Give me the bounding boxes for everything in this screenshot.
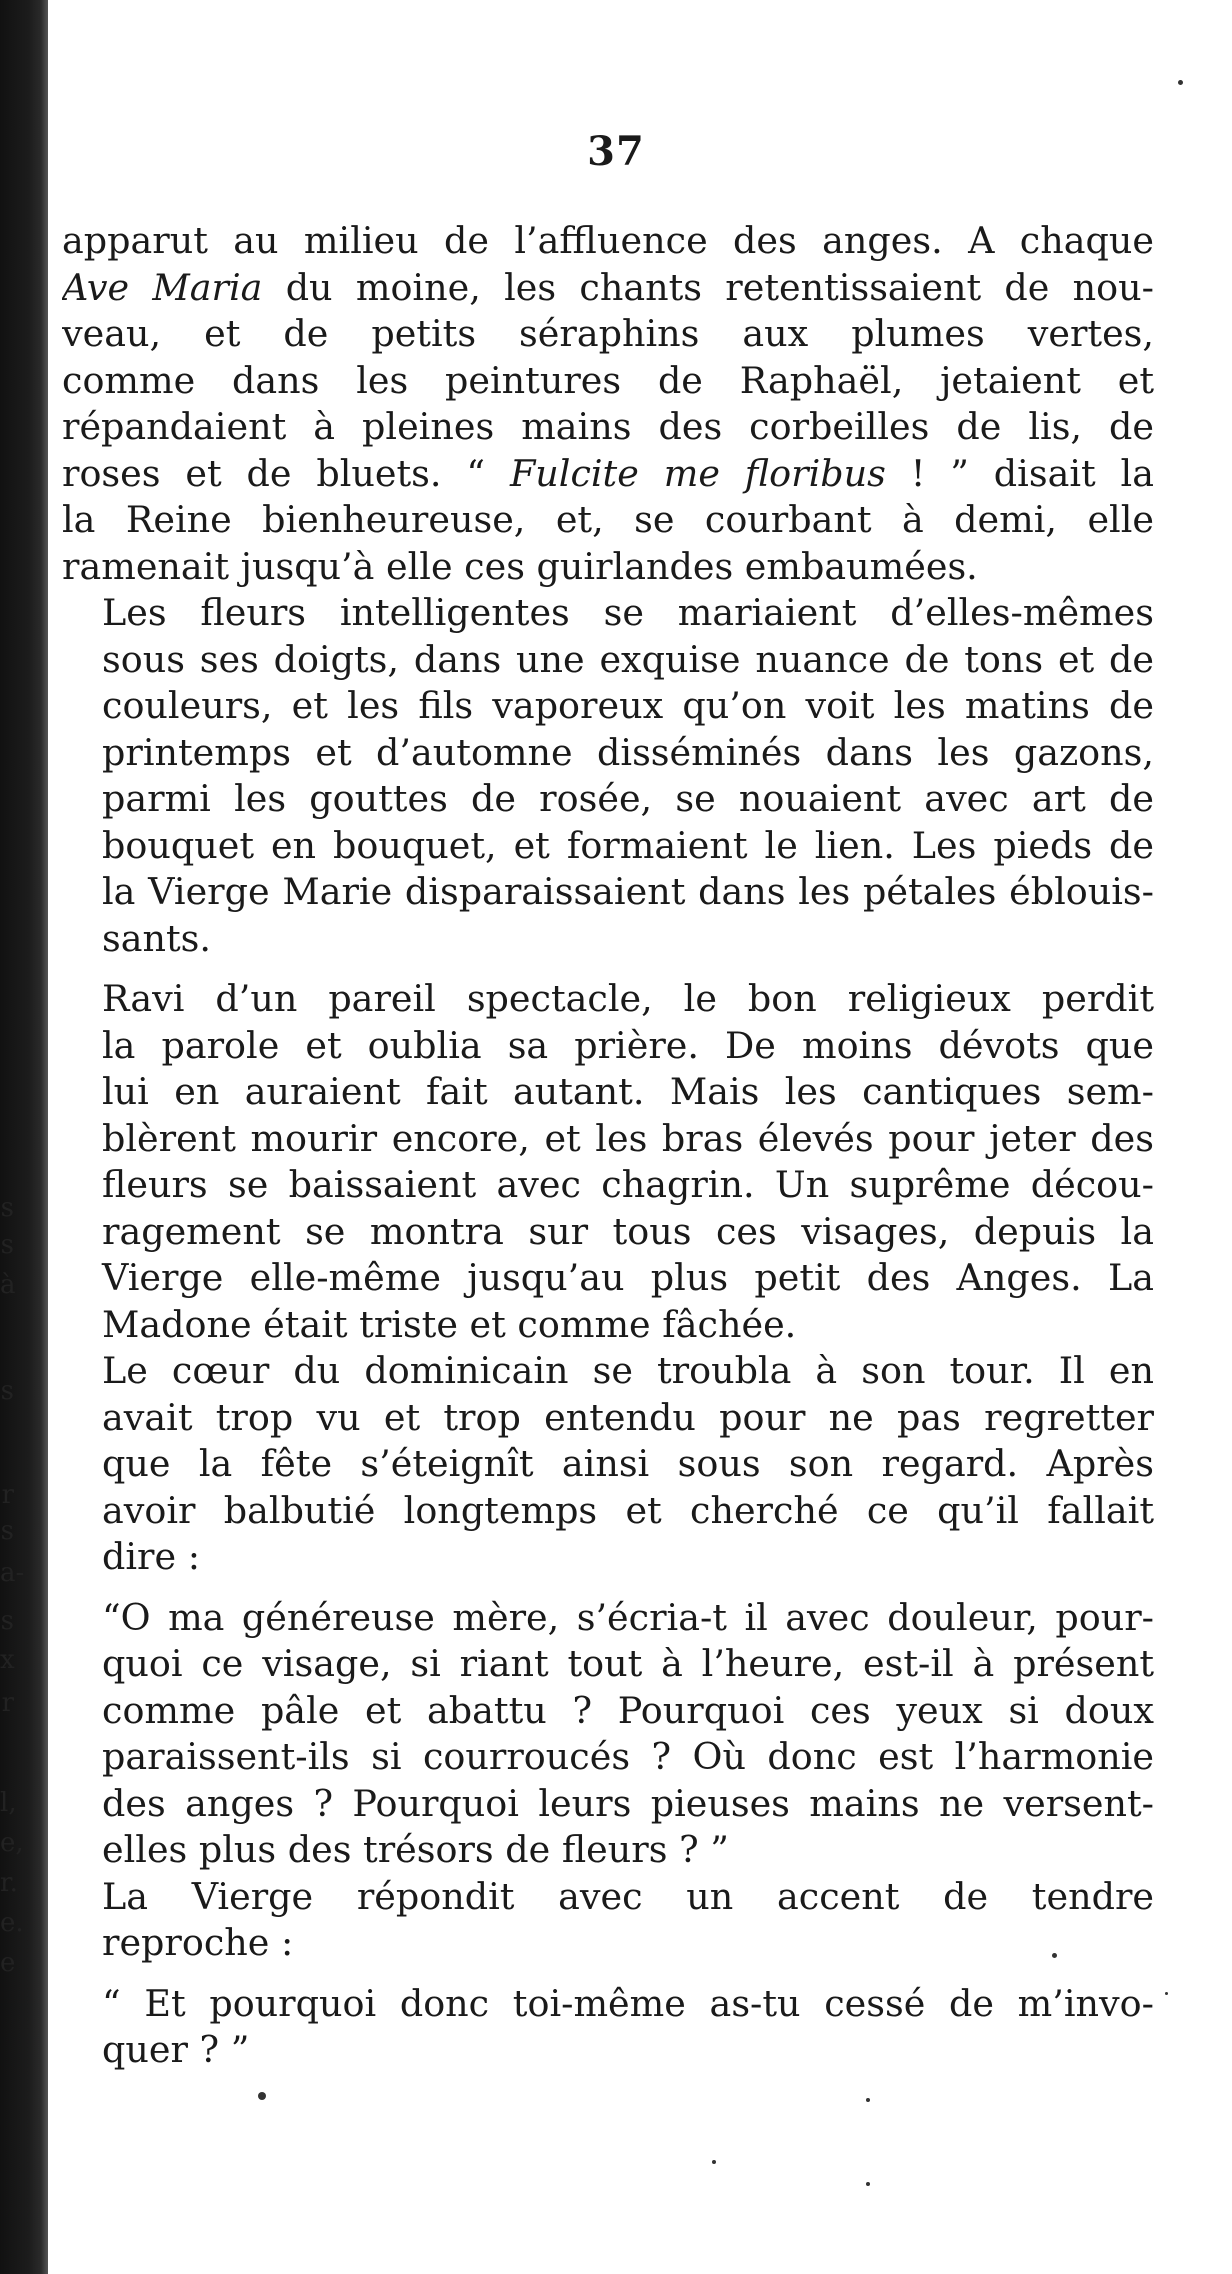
text-line: Les fleurs intelligentes se mariaient d’elles-mêmes (102, 591, 1154, 634)
text-line: blèrent mourir encore, et les bras élevés pour jeter des (102, 1116, 1154, 1160)
text-line: parmi les gouttes de rosée, se nouaient avec art de (102, 777, 1154, 820)
facing-page-fragment: e, (0, 1828, 24, 1858)
paragraph (62, 590, 1154, 962)
text-line: bouquet en bouquet, et formaient le lien. Les pieds de (102, 823, 1154, 867)
text-line: que la fête s’éteignît ainsi sous son regard. Après (102, 1442, 1154, 1485)
paragraph (62, 1348, 1154, 1581)
text-line: La Vierge répondit avec un accent de tendre (102, 1874, 1154, 1918)
paragraph (62, 218, 1154, 590)
text-line: quoi ce visage, si riant tout à l’heure, est-il à présent (102, 1642, 1154, 1685)
text-line: “O ma généreuse mère, s’écria-t il avec douleur, pour- (102, 1595, 1154, 1639)
text-line: apparut au milieu de l’affluence des anges. A chaque (62, 219, 1154, 262)
scan-speck (866, 2098, 870, 2102)
facing-page-fragment: s (0, 1376, 14, 1406)
text-line: veau, et de petits séraphins aux plumes vertes, (62, 312, 1154, 355)
paragraph (62, 1981, 1154, 2074)
facing-page-fragment: à (0, 1270, 16, 1300)
facing-page-fragment: s (0, 1193, 14, 1223)
text-line: Le cœur du dominicain se troubla à son tour. Il en (102, 1349, 1154, 1392)
text-line: Vierge elle-même jusqu’au plus petit des Anges. La (102, 1256, 1154, 1299)
facing-page-fragment: r (1, 1480, 14, 1510)
text-line: des anges ? Pourquoi leurs pieuses mains ne versent- (102, 1781, 1154, 1825)
facing-page-fragment: r (1, 1688, 14, 1718)
scan-speck (712, 2160, 716, 2164)
text-line: “ Et pourquoi donc toi-même as-tu cessé de m’invo- (102, 1981, 1154, 2025)
text-line: dire : (102, 1535, 200, 1578)
text-line: sants. (102, 916, 212, 960)
facing-page-fragment: r. (0, 1868, 18, 1898)
facing-page-fragment: a- (0, 1558, 25, 1588)
text-line: Ave Maria du moine, les chants retentissaient de nou- (62, 265, 1154, 309)
text-line: comme pâle et abattu ? Pourquoi ces yeux si doux (102, 1688, 1154, 1732)
paragraph (62, 976, 1154, 1348)
text-line: lui en auraient fait autant. Mais les cantiques sem- (102, 1070, 1154, 1113)
page-number: 37 (587, 128, 645, 175)
latin-phrase: Ave Maria (62, 265, 263, 309)
text-line: avoir balbutié longtemps et cherché ce qu’il fallait (102, 1488, 1154, 1532)
latin-phrase: Fulcite me floribus (509, 451, 886, 495)
facing-page-fragment: s (0, 1516, 14, 1546)
text-line: roses et de bluets. “ Fulcite me floribus ! ” disait la (62, 451, 1154, 495)
text-line: la Vierge Marie disparaissaient dans les pétales éblouis- (102, 870, 1154, 913)
scan-speck (258, 2092, 266, 2100)
text-line: quer ? ” (102, 2028, 250, 2071)
paragraph (62, 1874, 1154, 1967)
facing-page-fragment: l, (0, 1788, 17, 1818)
text-line: Madone était triste et comme fâchée. (102, 1302, 797, 1346)
scan-speck (1165, 1992, 1168, 1995)
facing-page-fragment: e. (0, 1908, 24, 1938)
text-line: la parole et oublia sa prière. De moins dévots que (102, 1023, 1154, 1067)
text-line: printemps et d’automne disséminés dans les gazons, (102, 730, 1154, 774)
facing-page-fragment: e (0, 1948, 16, 1978)
text-line: couleurs, et les fils vaporeux qu’on voit les matins de (102, 684, 1154, 727)
text-line: avait trop vu et trop entendu pour ne pas regretter (102, 1395, 1154, 1439)
text-line: elles plus des trésors de fleurs ? ” (102, 1828, 729, 1871)
text-line: sous ses doigts, dans une exquise nuance de tons et de (102, 637, 1154, 681)
facing-page-fragment: s (0, 1230, 14, 1260)
text-line: la Reine bienheureuse, et, se courbant à demi, elle (62, 498, 1154, 541)
text-line: répandaient à pleines mains des corbeilles de lis, de (62, 405, 1154, 448)
text-line: paraissent-ils si courroucés ? Où donc est l’harmonie (102, 1735, 1154, 1778)
scan-speck (1052, 1953, 1057, 1958)
facing-page-fragment: x (0, 1645, 15, 1675)
scan-speck (1178, 80, 1183, 85)
text-line: Ravi d’un pareil spectacle, le bon religieux perdit (102, 977, 1154, 1020)
scan-speck (866, 2182, 870, 2186)
paragraph (62, 1595, 1154, 1874)
text-line: ragement se montra sur tous ces visages, depuis la (102, 1209, 1154, 1253)
text-line: comme dans les peintures de Raphaël, jetaient et (62, 358, 1154, 402)
body-text (62, 218, 1154, 2074)
facing-page-fragment: s (0, 1606, 14, 1636)
text-line: ramenait jusqu’à elle ces guirlandes embaumées. (62, 544, 978, 588)
text-line: fleurs se baissaient avec chagrin. Un suprême décou- (102, 1163, 1154, 1206)
text-line: reproche : (102, 1921, 294, 1964)
